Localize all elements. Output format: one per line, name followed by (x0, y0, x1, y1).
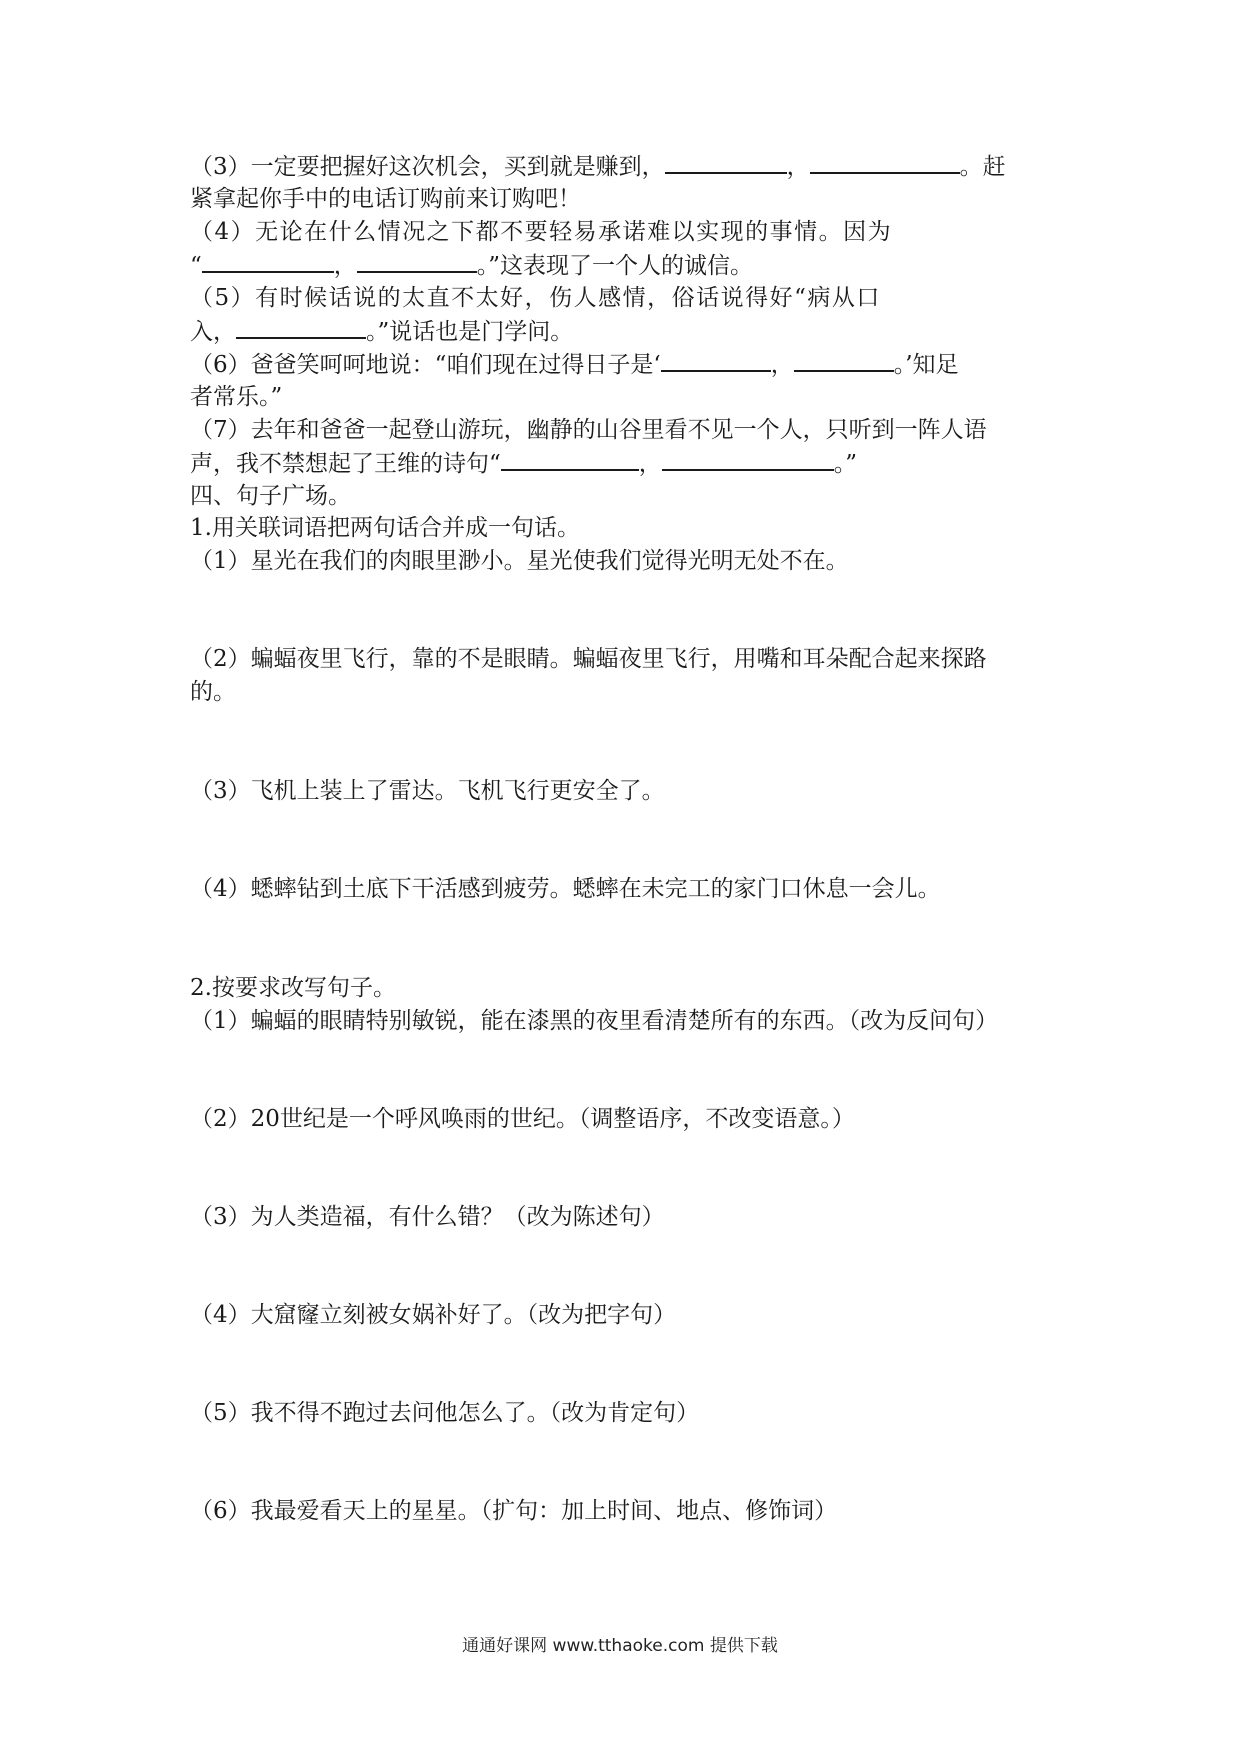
part2-question-2: （2）20世纪是一个呼风唤雨的世纪。（调整语序，不改变语意。） (190, 1106, 855, 1132)
part-1-title: 1.用关联词语把两句话合并成一句话。 (190, 515, 580, 541)
answer-blank[interactable] (794, 348, 894, 372)
part1-question-2-line1: （2）蝙蝠夜里飞行，靠的不是眼睛。蝙蝠夜里飞行，用嘴和耳朵配合起来探路 (190, 646, 987, 672)
part1-question-4: （4）蟋蟀钻到土底下干活感到疲劳。蟋蟀在未完工的家门口休息一会儿。 (190, 876, 941, 902)
fill-question-5-line2: 入， 。”说话也是门学问。 (190, 315, 573, 348)
fill-question-6-line2: 者常乐。” (190, 384, 283, 410)
fill-question-4-line2: “ ， 。”这表现了一个人的诚信。 (190, 249, 753, 282)
fill-question-3-line2: 紧拿起你手中的电话订购前来订购吧！ (190, 186, 581, 212)
answer-blank[interactable] (357, 249, 477, 273)
part1-question-3: （3）飞机上装上了雷达。飞机飞行更安全了。 (190, 778, 665, 804)
part1-question-2-line2: 的。 (190, 679, 236, 705)
part2-question-6: （6）我最爱看天上的星星。（扩句：加上时间、地点、修饰词） (190, 1498, 838, 1524)
part1-question-1: （1）星光在我们的肉眼里渺小。星光使我们觉得光明无处不在。 (190, 548, 849, 574)
part2-question-5: （5）我不得不跑过去问他怎么了。（改为肯定句） (190, 1400, 700, 1426)
part2-question-3: （3）为人类造福，有什么错？（改为陈述句） (190, 1204, 665, 1230)
answer-blank[interactable] (661, 348, 771, 372)
fill-question-7-line2: 声，我不禁想起了王维的诗句“ ， 。” (190, 447, 857, 480)
part-2-title: 2.按要求改写句子。 (190, 975, 396, 1001)
answer-blank[interactable] (501, 447, 639, 471)
fill-question-6-line1: （6）爸爸笑呵呵地说：“咱们现在过得日子是‘ ， 。’知足 (190, 348, 959, 381)
answer-blank[interactable] (236, 315, 366, 339)
answer-blank[interactable] (810, 150, 960, 174)
part2-question-4: （4）大窟窿立刻被女娲补好了。（改为把字句） (190, 1302, 677, 1328)
part2-question-1: （1）蝙蝠的眼睛特别敏锐，能在漆黑的夜里看清楚所有的东西。（改为反问句） (190, 1008, 999, 1034)
answer-blank[interactable] (662, 447, 834, 471)
footer-watermark: 通通好课网 www.tthaoke.com 提供下载 (462, 1636, 778, 1656)
fill-question-5-line1: （5）有时候话说的太直不太好，伤人感情，俗话说得好“病从口 (190, 285, 881, 311)
answer-blank[interactable] (202, 249, 334, 273)
answer-blank[interactable] (665, 150, 787, 174)
fill-question-3-line1: （3）一定要把握好这次机会，买到就是赚到， ， 。赶 (190, 150, 1006, 183)
fill-question-7-line1: （7）去年和爸爸一起登山游玩，幽静的山谷里看不见一个人，只听到一阵人语 (190, 417, 987, 443)
fill-question-4-line1: （4）无论在什么情况之下都不要轻易承诺难以实现的事情。因为 (190, 219, 893, 245)
section-title: 四、句子广场。 (190, 483, 351, 509)
